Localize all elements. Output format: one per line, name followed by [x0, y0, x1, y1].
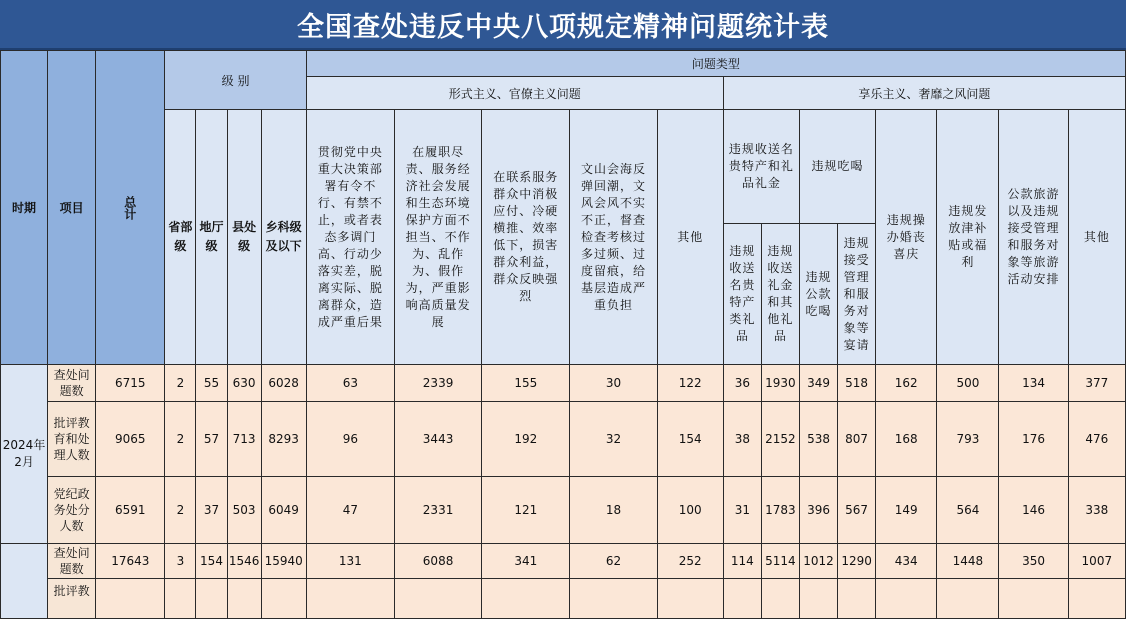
- value-cell: 8293: [261, 402, 306, 477]
- hedonism-col-subsidy: 违规发放津补贴或福利: [937, 110, 999, 365]
- hedonism-group-header: 享乐主义、奢靡之风问题: [723, 77, 1125, 110]
- value-cell: [761, 579, 799, 619]
- value-cell: [165, 579, 196, 619]
- value-cell: 396: [799, 477, 837, 544]
- value-cell: 2331: [394, 477, 481, 544]
- value-cell: 154: [196, 544, 227, 579]
- value-cell: 62: [570, 544, 657, 579]
- value-cell: 564: [937, 477, 999, 544]
- value-cell: [937, 579, 999, 619]
- value-cell: 154: [657, 402, 723, 477]
- value-cell: 31: [723, 477, 761, 544]
- table-row: [1, 402, 1126, 477]
- value-cell: 2: [165, 477, 196, 544]
- value-cell: 6591: [96, 477, 165, 544]
- value-cell: 1007: [1068, 544, 1125, 579]
- formalism-group-header: 形式主义、官僚主义问题: [306, 77, 723, 110]
- hedonism-col-other: 其他: [1068, 110, 1125, 365]
- gift-group-header: 违规收送名贵特产和礼品礼金: [723, 110, 799, 224]
- value-cell: 168: [876, 402, 937, 477]
- value-cell: 38: [723, 402, 761, 477]
- value-cell: [570, 579, 657, 619]
- item-cell: 查处问题数: [48, 544, 96, 579]
- value-cell: 2152: [761, 402, 799, 477]
- period-header: 时期: [1, 51, 48, 365]
- value-cell: [1068, 579, 1125, 619]
- value-cell: 63: [306, 365, 394, 402]
- value-cell: 122: [657, 365, 723, 402]
- value-cell: 338: [1068, 477, 1125, 544]
- value-cell: 131: [306, 544, 394, 579]
- hedonism-col-travel: 公款旅游以及违规接受管理和服务对象等旅游活动安排: [999, 110, 1068, 365]
- table-row: [1, 477, 1126, 544]
- formalism-col-other: 其他: [657, 110, 723, 365]
- statistics-table: [0, 50, 1126, 619]
- total-header: 总计: [96, 51, 165, 365]
- dining-col-banquet: 违规接受管理和服务对象等宴请: [838, 224, 876, 365]
- value-cell: 476: [1068, 402, 1125, 477]
- value-cell: [838, 579, 876, 619]
- value-cell: 1783: [761, 477, 799, 544]
- value-cell: [96, 579, 165, 619]
- value-cell: 3443: [394, 402, 481, 477]
- level-county: 县处级: [227, 110, 261, 365]
- item-cell: 查处问题数: [48, 365, 96, 402]
- table-title: 全国查处违反中央八项规定精神问题统计表: [0, 0, 1126, 50]
- value-cell: 6049: [261, 477, 306, 544]
- value-cell: 37: [196, 477, 227, 544]
- value-cell: 252: [657, 544, 723, 579]
- value-cell: 192: [482, 402, 570, 477]
- level-township: 乡科级及以下: [261, 110, 306, 365]
- value-cell: 17643: [96, 544, 165, 579]
- item-cell: 批评教: [48, 579, 96, 619]
- value-cell: 114: [723, 544, 761, 579]
- dining-group-header: 违规吃喝: [799, 110, 875, 224]
- value-cell: 350: [999, 544, 1068, 579]
- value-cell: 6028: [261, 365, 306, 402]
- value-cell: 567: [838, 477, 876, 544]
- value-cell: [196, 579, 227, 619]
- value-cell: [306, 579, 394, 619]
- value-cell: 36: [723, 365, 761, 402]
- value-cell: 630: [227, 365, 261, 402]
- value-cell: 30: [570, 365, 657, 402]
- value-cell: 47: [306, 477, 394, 544]
- period-cell: 2024年2月: [1, 365, 48, 544]
- level-group-header: 级 别: [165, 51, 306, 110]
- formalism-col-2: 在履职尽责、服务经济社会发展和生态环境保护方面不担当、不作为、乱作为、假作为，严重影响高质量发展: [394, 110, 481, 365]
- value-cell: 9065: [96, 402, 165, 477]
- value-cell: 1448: [937, 544, 999, 579]
- value-cell: 3: [165, 544, 196, 579]
- problem-type-header: 问题类型: [306, 51, 1125, 77]
- item-cell: 批评教育和处理人数: [48, 402, 96, 477]
- value-cell: 1290: [838, 544, 876, 579]
- value-cell: [876, 579, 937, 619]
- value-cell: 377: [1068, 365, 1125, 402]
- value-cell: 503: [227, 477, 261, 544]
- value-cell: [999, 579, 1068, 619]
- value-cell: 100: [657, 477, 723, 544]
- table-row: [1, 544, 1126, 579]
- value-cell: 6715: [96, 365, 165, 402]
- value-cell: 518: [838, 365, 876, 402]
- level-province: 省部级: [165, 110, 196, 365]
- value-cell: [394, 579, 481, 619]
- item-cell: 党纪政务处分人数: [48, 477, 96, 544]
- value-cell: 18: [570, 477, 657, 544]
- value-cell: [227, 579, 261, 619]
- value-cell: 538: [799, 402, 837, 477]
- value-cell: 341: [482, 544, 570, 579]
- hedonism-col-wedding: 违规操办婚丧喜庆: [876, 110, 937, 365]
- formalism-col-3: 在联系服务群众中消极应付、冷硬横推、效率低下，损害群众利益，群众反映强烈: [482, 110, 570, 365]
- value-cell: 6088: [394, 544, 481, 579]
- value-cell: 96: [306, 402, 394, 477]
- level-bureau: 地厅级: [196, 110, 227, 365]
- value-cell: 146: [999, 477, 1068, 544]
- value-cell: 349: [799, 365, 837, 402]
- value-cell: [657, 579, 723, 619]
- value-cell: 121: [482, 477, 570, 544]
- value-cell: 162: [876, 365, 937, 402]
- value-cell: 807: [838, 402, 876, 477]
- value-cell: 793: [937, 402, 999, 477]
- value-cell: 2: [165, 402, 196, 477]
- value-cell: 55: [196, 365, 227, 402]
- value-cell: 134: [999, 365, 1068, 402]
- value-cell: 32: [570, 402, 657, 477]
- value-cell: [261, 579, 306, 619]
- dining-col-public: 违规公款吃喝: [799, 224, 837, 365]
- item-header: 项目: [48, 51, 96, 365]
- value-cell: 2: [165, 365, 196, 402]
- table-row: [1, 365, 1126, 402]
- table-row: [1, 579, 1126, 619]
- value-cell: 15940: [261, 544, 306, 579]
- gift-col-cash: 违规收送礼金和其他礼品: [761, 224, 799, 365]
- value-cell: 5114: [761, 544, 799, 579]
- value-cell: [723, 579, 761, 619]
- period-cell: [1, 544, 48, 619]
- value-cell: 1930: [761, 365, 799, 402]
- value-cell: 500: [937, 365, 999, 402]
- value-cell: 1012: [799, 544, 837, 579]
- formalism-col-4: 文山会海反弹回潮，文风会风不实不正，督查检查考核过多过频、过度留痕，给基层造成严重负担: [570, 110, 657, 365]
- gift-col-specialty: 违规收送名贵特产类礼品: [723, 224, 761, 365]
- value-cell: 176: [999, 402, 1068, 477]
- value-cell: [482, 579, 570, 619]
- value-cell: [799, 579, 837, 619]
- value-cell: 713: [227, 402, 261, 477]
- formalism-col-1: 贯彻党中央重大决策部署有令不行、有禁不止，或者表态多调门高、行动少落实差，脱离实际、脱离群众，造成严重后果: [306, 110, 394, 365]
- value-cell: 149: [876, 477, 937, 544]
- value-cell: 1546: [227, 544, 261, 579]
- value-cell: 2339: [394, 365, 481, 402]
- value-cell: 155: [482, 365, 570, 402]
- value-cell: 57: [196, 402, 227, 477]
- value-cell: 434: [876, 544, 937, 579]
